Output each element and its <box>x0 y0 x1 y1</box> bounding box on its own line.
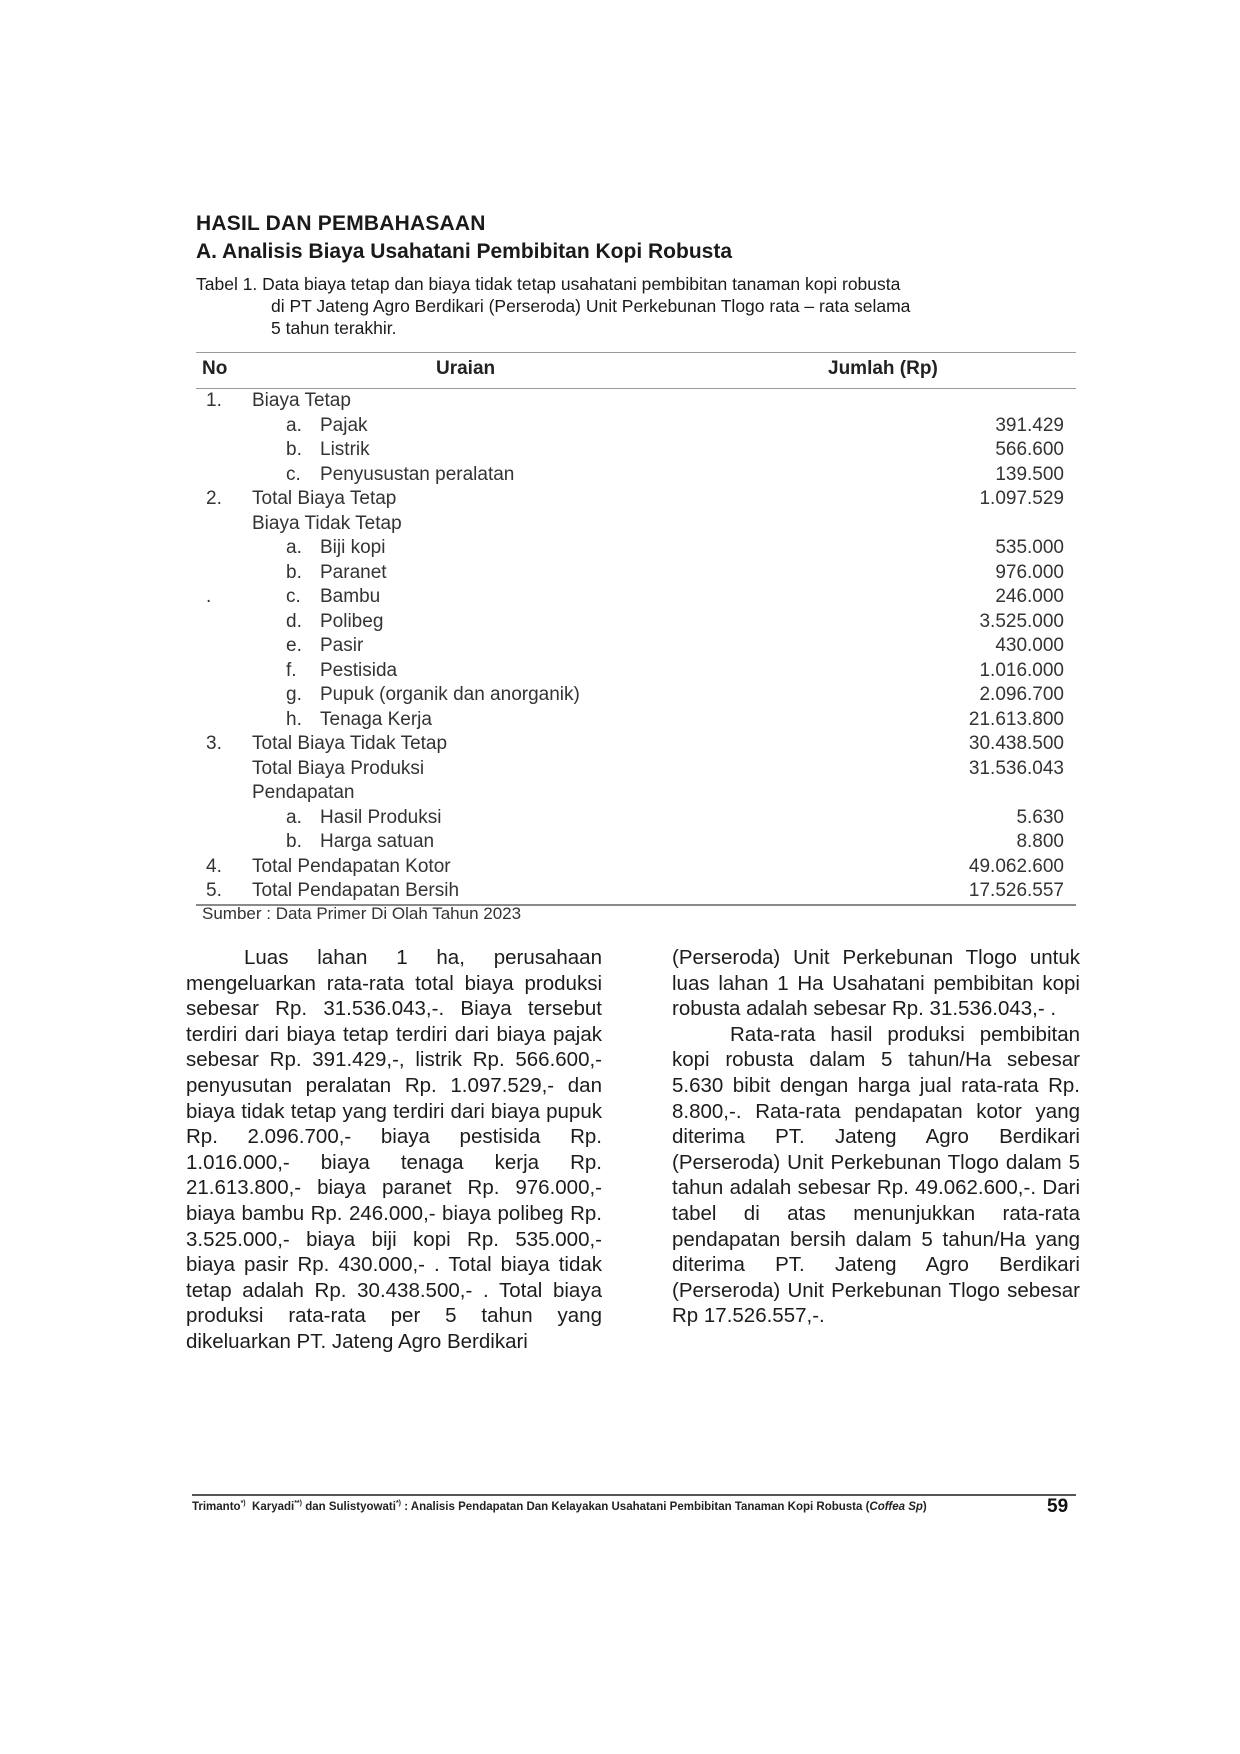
table-row <box>196 586 1076 611</box>
row-label <box>252 880 459 902</box>
footer-title-close: ) <box>922 1500 927 1513</box>
row-letter: d. <box>286 610 302 632</box>
table-row <box>196 831 1076 856</box>
row-amount: 139.500 <box>995 463 1064 485</box>
row-label-text: Biji kopi <box>320 537 386 558</box>
row-label-text: Pajak <box>320 414 368 436</box>
row-amount: 566.600 <box>995 439 1064 460</box>
row-label-text: Total Pendapatan Kotor <box>252 855 451 877</box>
row-letter: g. <box>286 684 302 705</box>
row-label-text: Hasil Produksi <box>320 806 442 828</box>
page-number: 59 <box>1047 1496 1069 1517</box>
row-amount: 246.000 <box>995 586 1064 607</box>
row-label <box>252 733 447 755</box>
table-body <box>196 390 1076 905</box>
row-letter: c. <box>286 586 301 607</box>
body-column-right <box>672 945 1080 1329</box>
row-label <box>286 562 387 584</box>
row-amount: 1.016.000 <box>979 659 1064 681</box>
row-label <box>252 856 451 878</box>
footer-author-mark: **) <box>294 1500 302 1507</box>
table-row <box>196 758 1076 783</box>
table-row <box>196 611 1076 636</box>
header-no: No <box>202 358 228 379</box>
row-amount: 535.000 <box>995 537 1064 558</box>
table-row <box>196 439 1076 464</box>
table-caption-line2: di PT Jateng Agro Berdikari (Perseroda) Unit Perkebunan Tlogo rata – rata selama <box>271 296 911 316</box>
table-row <box>196 562 1076 587</box>
table-row <box>196 880 1076 905</box>
table-row <box>196 684 1076 709</box>
row-label-text: Pestisida <box>320 659 398 681</box>
row-amount: 430.000 <box>995 635 1064 656</box>
row-amount: 391.429 <box>995 414 1064 436</box>
table-caption-line1: Tabel 1. Data biaya tetap dan biaya tidak tetap usahatani pembibitan tanaman kopi robusta <box>196 274 901 294</box>
table-row <box>196 488 1076 513</box>
row-number: 4. <box>206 855 222 877</box>
row-letter: b. <box>286 561 302 583</box>
table-row <box>196 513 1076 538</box>
row-amount: 976.000 <box>995 561 1064 583</box>
row-label-text: Tenaga Kerja <box>320 708 432 730</box>
row-letter: e. <box>286 635 302 656</box>
table-caption-line3: 5 tahun terakhir. <box>271 318 397 338</box>
row-number: 2. <box>206 488 222 509</box>
table-row <box>196 782 1076 807</box>
row-amount: 30.438.500 <box>968 733 1064 754</box>
row-label-text: Listrik <box>320 439 370 460</box>
row-label <box>286 586 380 608</box>
row-label <box>286 807 441 829</box>
row-number: . <box>206 586 212 607</box>
row-label-text: Polibeg <box>320 610 384 632</box>
row-amount: 2.096.700 <box>979 684 1064 705</box>
row-letter: a. <box>286 414 302 436</box>
body-column-left <box>186 945 602 1355</box>
row-amount: 8.800 <box>1016 831 1064 852</box>
table-row <box>196 415 1076 440</box>
row-label-text: Total Biaya Produksi <box>252 757 425 779</box>
row-label <box>252 782 355 804</box>
footer-citation <box>192 1500 927 1513</box>
row-amount: 3.525.000 <box>979 610 1064 632</box>
row-amount: 17.526.557 <box>968 880 1064 901</box>
table-row <box>196 856 1076 881</box>
row-letter: b. <box>286 831 302 852</box>
row-amount: 1.097.529 <box>979 488 1064 509</box>
row-letter: c. <box>286 463 301 485</box>
row-amount: 21.613.800 <box>968 708 1064 730</box>
table-row <box>196 709 1076 734</box>
row-letter: f. <box>286 659 297 681</box>
row-letter: a. <box>286 537 302 558</box>
row-label <box>286 415 368 437</box>
row-label-text: Pupuk (organik dan anorganik) <box>320 684 580 705</box>
body-paragraph: (Perseroda) Unit Perkebunan Tlogo untuk luas lahan 1 Ha Usahatani pembibitan kopi robusta adalah sebesar Rp. 31.536.043,- . <box>672 946 1080 1021</box>
row-label <box>286 611 383 633</box>
row-label <box>286 709 432 731</box>
footer-rule <box>192 1494 1076 1496</box>
row-label-text: Biaya Tetap <box>252 390 351 411</box>
row-label <box>286 684 580 706</box>
footer-author: Karyadi <box>252 1500 295 1513</box>
row-label-text: Harga satuan <box>320 831 435 852</box>
footer-author-mark: *) <box>240 1500 246 1507</box>
row-label <box>252 488 396 510</box>
table-top-rule <box>196 352 1076 353</box>
row-label-text: Total Pendapatan Bersih <box>252 880 460 901</box>
row-label-text: Paranet <box>320 561 387 583</box>
body-paragraph: Luas lahan 1 ha, perusahaan mengeluarkan rata-rata total biaya produksi sebesar Rp. 31.536.043,-. Biaya tersebut terdiri dari biaya tetap terdiri dari biaya pajak sebesar Rp. 391.429,-, listrik Rp. 566.600,- penyusutan peralatan Rp. 1.097.529,- dan biaya tidak tetap yang terdiri dari biaya pupuk Rp. 2.096.700,- biaya pestisida Rp. 1.016.000,- biaya tenaga kerja Rp. 21.613.800,- biaya paranet Rp. 976.000,- biaya bambu Rp. 246.000,- biaya polibeg Rp. 3.525.000,- biaya biji kopi Rp. 535.000,- biaya pasir Rp. 430.000,- . Total biaya tidak tetap adalah Rp. 30.438.500,- . Total biaya produksi rata-rata per 5 tahun yang dikeluarkan PT. Jateng Agro Berdikari <box>186 946 602 1353</box>
table-row <box>196 390 1076 415</box>
row-letter: b. <box>286 439 302 460</box>
table-row <box>196 660 1076 685</box>
row-letter: a. <box>286 806 302 828</box>
table-source: Sumber : Data Primer Di Olah Tahun 2023 <box>202 904 522 923</box>
footer-species: Coffea Sp <box>869 1500 923 1513</box>
row-label <box>286 635 363 657</box>
row-label <box>252 390 351 412</box>
table-row <box>196 635 1076 660</box>
row-amount: 5.630 <box>1016 806 1064 828</box>
row-label-text: Pasir <box>320 635 364 656</box>
header-uraian: Uraian <box>436 358 496 379</box>
row-label-text: Penyusustan peralatan <box>320 463 515 485</box>
table-row <box>196 464 1076 489</box>
body-paragraph: Rata-rata hasil produksi pembibitan kopi robusta dalam 5 tahun/Ha sebesar 5.630 bibit dengan harga jual rata-rata Rp. 8.800,-. Rata-rata pendapatan kotor yang diterima PT. Jateng Agro Berdikari (Perseroda) Unit Perkebunan Tlogo dalam 5 tahun adalah sebesar Rp. 49.062.600,-. Dari tabel di atas menunjukkan rata-rata pendapatan bersih dalam 5 tahun/Ha yang diterima PT. Jateng Agro Berdikari (Perseroda) Unit Perkebunan Tlogo sebesar Rp 17.526.557,-. <box>672 1022 1080 1328</box>
row-label <box>252 513 402 535</box>
table-row <box>196 537 1076 562</box>
header-jumlah: Jumlah (Rp) <box>828 358 938 379</box>
row-amount: 49.062.600 <box>968 855 1064 877</box>
table-header-rule <box>196 388 1076 389</box>
footer-author-mark: *) <box>395 1500 401 1507</box>
row-label <box>286 464 514 486</box>
row-label <box>252 758 424 780</box>
row-label <box>286 831 434 853</box>
footer-author: dan Sulistyowati <box>305 1500 396 1513</box>
footer-title: : Analisis Pendapatan Dan Kelayakan Usahatani Pembibitan Tanaman Kopi Robusta ( <box>404 1500 870 1513</box>
row-label <box>286 660 397 682</box>
row-number: 5. <box>206 880 222 901</box>
row-letter: h. <box>286 708 302 730</box>
row-label-text: Bambu <box>320 586 381 607</box>
row-label <box>286 439 370 461</box>
subsection-title: A. Analisis Biaya Usahatani Pembibitan Kopi Robusta <box>196 240 733 263</box>
row-number: 1. <box>206 390 222 411</box>
table-row <box>196 733 1076 758</box>
row-label <box>286 537 385 559</box>
table-caption <box>196 273 1076 339</box>
table-row <box>196 807 1076 832</box>
row-amount: 31.536.043 <box>968 757 1064 779</box>
row-label-text: Pendapatan <box>252 782 355 803</box>
footer-author: Trimanto <box>192 1500 241 1513</box>
row-label-text: Biaya Tidak Tetap <box>252 512 402 534</box>
section-title: HASIL DAN PEMBAHASAAN <box>196 212 486 235</box>
row-number: 3. <box>206 733 222 754</box>
row-label-text: Total Biaya Tidak Tetap <box>252 733 448 754</box>
row-label-text: Total Biaya Tetap <box>252 488 397 509</box>
